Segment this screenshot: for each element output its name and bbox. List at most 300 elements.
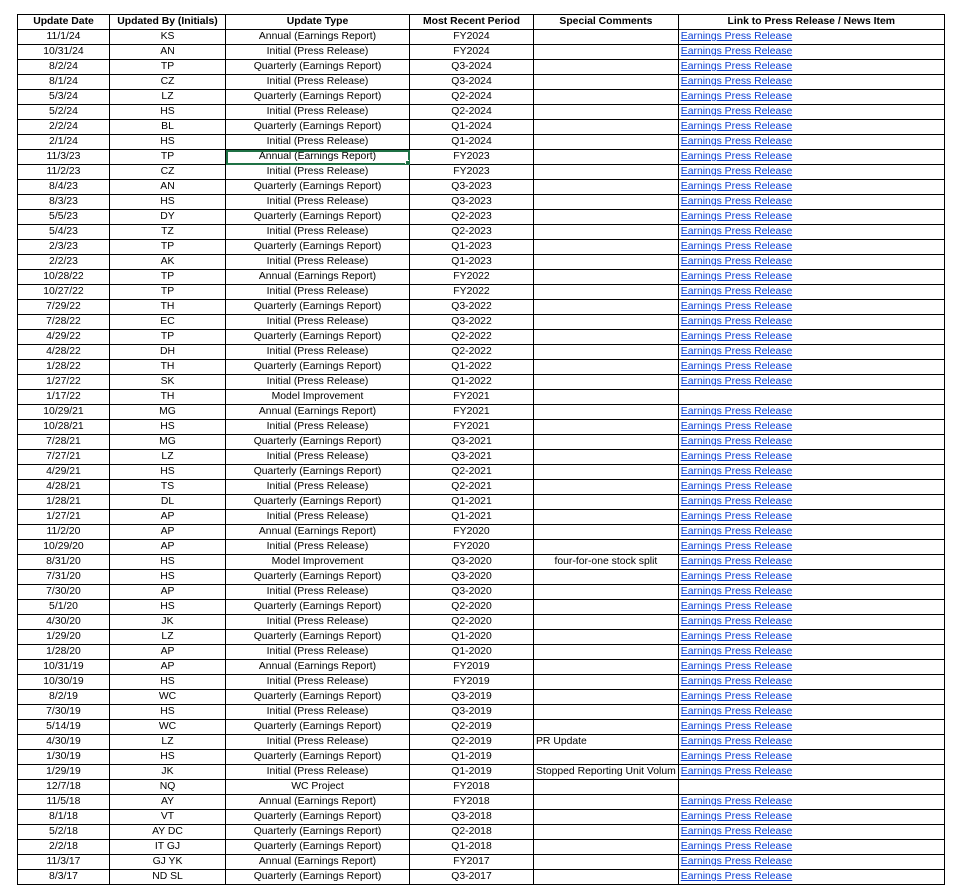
cell-special-comment[interactable] <box>534 165 679 180</box>
cell-period[interactable]: Q1-2021 <box>410 510 534 525</box>
cell-special-comment[interactable] <box>534 225 679 240</box>
cell-update-type[interactable]: Annual (Earnings Report) <box>226 855 410 870</box>
cell-link[interactable] <box>678 345 944 360</box>
cell-update-type[interactable]: Annual (Earnings Report) <box>226 30 410 45</box>
cell-period[interactable]: Q3-2023 <box>410 180 534 195</box>
cell-period[interactable]: Q2-2022 <box>410 345 534 360</box>
header-update-date[interactable]: Update Date <box>18 15 110 30</box>
cell-updated-by[interactable]: TS <box>110 480 226 495</box>
cell-special-comment[interactable] <box>534 705 679 720</box>
cell-update-date[interactable]: 8/4/23 <box>18 180 110 195</box>
cell-special-comment[interactable] <box>534 315 679 330</box>
cell-period[interactable]: FY2022 <box>410 270 534 285</box>
cell-update-type[interactable]: Initial (Press Release) <box>226 540 410 555</box>
cell-link[interactable] <box>678 195 944 210</box>
cell-update-type[interactable]: Quarterly (Earnings Report) <box>226 90 410 105</box>
cell-link[interactable] <box>678 315 944 330</box>
cell-period[interactable]: Q2-2019 <box>410 720 534 735</box>
cell-updated-by[interactable]: HS <box>110 195 226 210</box>
press-release-link[interactable]: Earnings Press Release <box>680 376 793 387</box>
cell-update-date[interactable]: 11/3/17 <box>18 855 110 870</box>
cell-update-type[interactable]: Initial (Press Release) <box>226 675 410 690</box>
cell-updated-by[interactable]: AK <box>110 255 226 270</box>
cell-update-date[interactable]: 11/2/23 <box>18 165 110 180</box>
cell-updated-by[interactable]: HS <box>110 135 226 150</box>
cell-update-type[interactable]: Initial (Press Release) <box>226 135 410 150</box>
cell-update-date[interactable]: 5/1/20 <box>18 600 110 615</box>
cell-period[interactable]: Q1-2020 <box>410 630 534 645</box>
cell-update-type[interactable]: Initial (Press Release) <box>226 480 410 495</box>
cell-update-date[interactable]: 12/7/18 <box>18 780 110 795</box>
cell-period[interactable]: FY2021 <box>410 420 534 435</box>
cell-link[interactable] <box>678 840 944 855</box>
cell-period[interactable]: Q2-2018 <box>410 825 534 840</box>
cell-update-date[interactable]: 7/28/21 <box>18 435 110 450</box>
cell-period[interactable]: Q2-2019 <box>410 735 534 750</box>
cell-update-date[interactable]: 8/1/24 <box>18 75 110 90</box>
cell-period[interactable]: Q1-2018 <box>410 840 534 855</box>
press-release-link[interactable]: Earnings Press Release <box>680 166 793 177</box>
cell-special-comment[interactable] <box>534 60 679 75</box>
cell-link[interactable] <box>678 435 944 450</box>
cell-link[interactable] <box>678 645 944 660</box>
cell-link[interactable] <box>678 30 944 45</box>
cell-update-date[interactable]: 8/3/23 <box>18 195 110 210</box>
cell-period[interactable]: Q1-2019 <box>410 765 534 780</box>
press-release-link[interactable]: Earnings Press Release <box>680 841 793 852</box>
cell-link[interactable] <box>678 330 944 345</box>
press-release-link[interactable]: Earnings Press Release <box>680 721 793 732</box>
cell-period[interactable]: FY2023 <box>410 150 534 165</box>
cell-special-comment[interactable] <box>534 495 679 510</box>
cell-update-type[interactable]: Annual (Earnings Report) <box>226 150 410 165</box>
cell-special-comment[interactable] <box>534 480 679 495</box>
cell-updated-by[interactable]: HS <box>110 570 226 585</box>
cell-update-type[interactable]: Quarterly (Earnings Report) <box>226 810 410 825</box>
cell-updated-by[interactable]: DL <box>110 495 226 510</box>
cell-update-date[interactable]: 1/28/22 <box>18 360 110 375</box>
cell-period[interactable]: FY2018 <box>410 780 534 795</box>
press-release-link[interactable]: Earnings Press Release <box>680 256 793 267</box>
press-release-link[interactable]: Earnings Press Release <box>680 346 793 357</box>
cell-link[interactable] <box>678 750 944 765</box>
press-release-link[interactable]: Earnings Press Release <box>680 481 793 492</box>
cell-update-date[interactable]: 2/2/24 <box>18 120 110 135</box>
cell-period[interactable]: Q2-2020 <box>410 600 534 615</box>
cell-update-date[interactable]: 4/30/19 <box>18 735 110 750</box>
cell-special-comment[interactable]: four-for-one stock split <box>534 555 679 570</box>
cell-update-type[interactable]: Initial (Press Release) <box>226 420 410 435</box>
cell-updated-by[interactable]: CZ <box>110 165 226 180</box>
cell-update-date[interactable]: 10/28/21 <box>18 420 110 435</box>
cell-period[interactable]: Q3-2020 <box>410 570 534 585</box>
cell-period[interactable]: Q2-2022 <box>410 330 534 345</box>
cell-updated-by[interactable]: WC <box>110 690 226 705</box>
cell-special-comment[interactable] <box>534 345 679 360</box>
cell-updated-by[interactable]: TP <box>110 240 226 255</box>
cell-update-date[interactable]: 7/28/22 <box>18 315 110 330</box>
cell-update-date[interactable]: 10/27/22 <box>18 285 110 300</box>
cell-updated-by[interactable]: JK <box>110 765 226 780</box>
cell-period[interactable]: Q3-2021 <box>410 450 534 465</box>
cell-period[interactable]: FY2022 <box>410 285 534 300</box>
cell-period[interactable]: Q2-2023 <box>410 210 534 225</box>
cell-period[interactable]: FY2021 <box>410 405 534 420</box>
cell-update-date[interactable]: 2/2/18 <box>18 840 110 855</box>
cell-updated-by[interactable]: TH <box>110 300 226 315</box>
cell-updated-by[interactable]: TP <box>110 60 226 75</box>
press-release-link[interactable]: Earnings Press Release <box>680 616 793 627</box>
cell-link[interactable] <box>678 150 944 165</box>
cell-special-comment[interactable] <box>534 870 679 885</box>
cell-update-date[interactable]: 10/28/22 <box>18 270 110 285</box>
cell-link[interactable] <box>678 240 944 255</box>
cell-special-comment[interactable] <box>534 780 679 795</box>
cell-special-comment[interactable] <box>534 270 679 285</box>
press-release-link[interactable]: Earnings Press Release <box>680 181 793 192</box>
cell-special-comment[interactable] <box>534 855 679 870</box>
cell-updated-by[interactable]: HS <box>110 420 226 435</box>
cell-link[interactable] <box>678 480 944 495</box>
cell-updated-by[interactable]: NQ <box>110 780 226 795</box>
cell-update-type[interactable]: Annual (Earnings Report) <box>226 795 410 810</box>
cell-updated-by[interactable]: LZ <box>110 450 226 465</box>
cell-special-comment[interactable] <box>534 540 679 555</box>
cell-updated-by[interactable]: MG <box>110 405 226 420</box>
cell-update-type[interactable]: Initial (Press Release) <box>226 585 410 600</box>
press-release-link[interactable]: Earnings Press Release <box>680 436 793 447</box>
cell-link[interactable] <box>678 45 944 60</box>
cell-period[interactable]: FY2024 <box>410 30 534 45</box>
cell-update-date[interactable]: 11/1/24 <box>18 30 110 45</box>
press-release-link[interactable]: Earnings Press Release <box>680 691 793 702</box>
cell-update-date[interactable]: 8/2/24 <box>18 60 110 75</box>
cell-updated-by[interactable]: JK <box>110 615 226 630</box>
cell-updated-by[interactable]: HS <box>110 600 226 615</box>
cell-period[interactable]: FY2017 <box>410 855 534 870</box>
cell-period[interactable]: Q1-2022 <box>410 360 534 375</box>
press-release-link[interactable]: Earnings Press Release <box>680 856 793 867</box>
cell-update-type[interactable]: Initial (Press Release) <box>226 315 410 330</box>
cell-period[interactable]: FY2019 <box>410 675 534 690</box>
cell-special-comment[interactable] <box>534 360 679 375</box>
cell-link[interactable] <box>678 870 944 885</box>
cell-link[interactable] <box>678 225 944 240</box>
cell-special-comment[interactable] <box>534 600 679 615</box>
cell-period[interactable]: Q3-2019 <box>410 705 534 720</box>
cell-link[interactable] <box>678 765 944 780</box>
cell-update-date[interactable]: 8/31/20 <box>18 555 110 570</box>
press-release-link[interactable]: Earnings Press Release <box>680 676 793 687</box>
press-release-link[interactable]: Earnings Press Release <box>680 571 793 582</box>
cell-update-type[interactable]: Initial (Press Release) <box>226 375 410 390</box>
press-release-link[interactable]: Earnings Press Release <box>680 136 793 147</box>
cell-link[interactable] <box>678 795 944 810</box>
press-release-link[interactable]: Earnings Press Release <box>680 826 793 837</box>
cell-link[interactable] <box>678 600 944 615</box>
cell-update-date[interactable]: 7/30/20 <box>18 585 110 600</box>
cell-update-date[interactable]: 8/1/18 <box>18 810 110 825</box>
press-release-link[interactable]: Earnings Press Release <box>680 91 793 102</box>
cell-updated-by[interactable]: WC <box>110 720 226 735</box>
cell-updated-by[interactable]: TH <box>110 360 226 375</box>
press-release-link[interactable]: Earnings Press Release <box>680 211 793 222</box>
cell-update-date[interactable]: 1/29/20 <box>18 630 110 645</box>
cell-update-type[interactable]: Initial (Press Release) <box>226 765 410 780</box>
press-release-link[interactable]: Earnings Press Release <box>680 301 793 312</box>
cell-update-date[interactable]: 10/31/24 <box>18 45 110 60</box>
cell-special-comment[interactable] <box>534 420 679 435</box>
cell-special-comment[interactable] <box>534 525 679 540</box>
cell-updated-by[interactable]: AY <box>110 795 226 810</box>
cell-update-date[interactable]: 2/3/23 <box>18 240 110 255</box>
header-update-type[interactable]: Update Type <box>226 15 410 30</box>
press-release-link[interactable]: Earnings Press Release <box>680 241 793 252</box>
cell-update-date[interactable]: 8/3/17 <box>18 870 110 885</box>
cell-special-comment[interactable] <box>534 300 679 315</box>
cell-update-date[interactable]: 10/30/19 <box>18 675 110 690</box>
cell-update-date[interactable]: 4/28/21 <box>18 480 110 495</box>
cell-special-comment[interactable] <box>534 210 679 225</box>
cell-special-comment[interactable] <box>534 645 679 660</box>
cell-update-date[interactable]: 10/29/20 <box>18 540 110 555</box>
cell-period[interactable]: Q1-2024 <box>410 120 534 135</box>
cell-update-type[interactable]: Quarterly (Earnings Report) <box>226 570 410 585</box>
cell-updated-by[interactable]: LZ <box>110 735 226 750</box>
cell-update-type[interactable]: Quarterly (Earnings Report) <box>226 720 410 735</box>
cell-updated-by[interactable]: AP <box>110 510 226 525</box>
cell-period[interactable]: Q1-2020 <box>410 645 534 660</box>
cell-updated-by[interactable]: SK <box>110 375 226 390</box>
press-release-link[interactable]: Earnings Press Release <box>680 556 793 567</box>
cell-period[interactable]: Q3-2017 <box>410 870 534 885</box>
cell-updated-by[interactable]: TP <box>110 285 226 300</box>
cell-link[interactable] <box>678 855 944 870</box>
press-release-link[interactable]: Earnings Press Release <box>680 586 793 597</box>
cell-updated-by[interactable]: TH <box>110 390 226 405</box>
press-release-link[interactable]: Earnings Press Release <box>680 631 793 642</box>
press-release-link[interactable]: Earnings Press Release <box>680 706 793 717</box>
cell-special-comment[interactable] <box>534 720 679 735</box>
cell-updated-by[interactable]: ND SL <box>110 870 226 885</box>
cell-update-type[interactable]: Initial (Press Release) <box>226 255 410 270</box>
cell-link[interactable] <box>678 540 944 555</box>
cell-update-type[interactable]: Quarterly (Earnings Report) <box>226 600 410 615</box>
cell-period[interactable]: FY2024 <box>410 45 534 60</box>
cell-update-type[interactable]: Quarterly (Earnings Report) <box>226 840 410 855</box>
cell-period[interactable]: Q3-2021 <box>410 435 534 450</box>
cell-period[interactable]: Q2-2020 <box>410 615 534 630</box>
cell-special-comment[interactable] <box>534 150 679 165</box>
cell-update-date[interactable]: 10/29/21 <box>18 405 110 420</box>
cell-special-comment[interactable] <box>534 630 679 645</box>
press-release-link[interactable]: Earnings Press Release <box>680 406 793 417</box>
cell-update-type[interactable]: Initial (Press Release) <box>226 225 410 240</box>
cell-link[interactable] <box>678 255 944 270</box>
cell-updated-by[interactable]: TP <box>110 330 226 345</box>
cell-update-date[interactable]: 2/1/24 <box>18 135 110 150</box>
press-release-link[interactable]: Earnings Press Release <box>680 316 793 327</box>
press-release-link[interactable]: Earnings Press Release <box>680 511 793 522</box>
cell-period[interactable]: Q2-2024 <box>410 90 534 105</box>
cell-period[interactable]: Q2-2024 <box>410 105 534 120</box>
cell-updated-by[interactable]: AN <box>110 180 226 195</box>
cell-update-type[interactable]: Initial (Press Release) <box>226 510 410 525</box>
cell-update-date[interactable]: 11/5/18 <box>18 795 110 810</box>
press-release-link[interactable]: Earnings Press Release <box>680 121 793 132</box>
cell-period[interactable]: Q3-2024 <box>410 75 534 90</box>
cell-period[interactable]: Q3-2018 <box>410 810 534 825</box>
press-release-link[interactable]: Earnings Press Release <box>680 451 793 462</box>
cell-special-comment[interactable] <box>534 465 679 480</box>
cell-updated-by[interactable]: CZ <box>110 75 226 90</box>
cell-special-comment[interactable] <box>534 405 679 420</box>
cell-update-date[interactable]: 8/2/19 <box>18 690 110 705</box>
press-release-link[interactable]: Earnings Press Release <box>680 661 793 672</box>
cell-update-type[interactable]: Initial (Press Release) <box>226 45 410 60</box>
cell-period[interactable]: Q3-2020 <box>410 555 534 570</box>
cell-link[interactable] <box>678 495 944 510</box>
cell-update-type[interactable]: Quarterly (Earnings Report) <box>226 180 410 195</box>
cell-update-type[interactable]: Initial (Press Release) <box>226 705 410 720</box>
press-release-link[interactable]: Earnings Press Release <box>680 496 793 507</box>
cell-link[interactable] <box>678 720 944 735</box>
press-release-link[interactable]: Earnings Press Release <box>680 871 793 882</box>
cell-special-comment[interactable] <box>534 585 679 600</box>
cell-updated-by[interactable]: LZ <box>110 90 226 105</box>
cell-update-date[interactable]: 4/28/22 <box>18 345 110 360</box>
cell-period[interactable]: Q2-2021 <box>410 465 534 480</box>
cell-update-type[interactable]: Initial (Press Release) <box>226 195 410 210</box>
cell-update-type[interactable]: Quarterly (Earnings Report) <box>226 435 410 450</box>
cell-update-type[interactable]: Quarterly (Earnings Report) <box>226 120 410 135</box>
cell-special-comment[interactable] <box>534 330 679 345</box>
cell-update-type[interactable]: Quarterly (Earnings Report) <box>226 360 410 375</box>
cell-period[interactable]: FY2020 <box>410 525 534 540</box>
cell-link[interactable] <box>678 120 944 135</box>
cell-update-date[interactable]: 1/27/22 <box>18 375 110 390</box>
cell-updated-by[interactable]: HS <box>110 750 226 765</box>
cell-link[interactable] <box>678 570 944 585</box>
cell-special-comment[interactable] <box>534 570 679 585</box>
cell-update-type[interactable]: Quarterly (Earnings Report) <box>226 825 410 840</box>
cell-updated-by[interactable]: DY <box>110 210 226 225</box>
press-release-link[interactable]: Earnings Press Release <box>680 226 793 237</box>
cell-period[interactable]: Q1-2021 <box>410 495 534 510</box>
cell-period[interactable]: Q3-2020 <box>410 585 534 600</box>
cell-link[interactable] <box>678 270 944 285</box>
cell-update-type[interactable]: Quarterly (Earnings Report) <box>226 750 410 765</box>
cell-link[interactable] <box>678 780 944 795</box>
cell-link[interactable] <box>678 75 944 90</box>
cell-period[interactable]: Q3-2019 <box>410 690 534 705</box>
cell-link[interactable] <box>678 90 944 105</box>
cell-link[interactable] <box>678 705 944 720</box>
cell-link[interactable] <box>678 510 944 525</box>
cell-special-comment[interactable] <box>534 105 679 120</box>
cell-period[interactable]: FY2018 <box>410 795 534 810</box>
cell-update-date[interactable]: 11/2/20 <box>18 525 110 540</box>
cell-link[interactable] <box>678 810 944 825</box>
cell-updated-by[interactable]: BL <box>110 120 226 135</box>
cell-link[interactable] <box>678 465 944 480</box>
cell-updated-by[interactable]: MG <box>110 435 226 450</box>
cell-special-comment[interactable] <box>534 75 679 90</box>
press-release-link[interactable]: Earnings Press Release <box>680 766 793 777</box>
cell-link[interactable] <box>678 825 944 840</box>
cell-link[interactable] <box>678 105 944 120</box>
cell-link[interactable] <box>678 165 944 180</box>
cell-link[interactable] <box>678 585 944 600</box>
cell-update-date[interactable]: 4/29/22 <box>18 330 110 345</box>
cell-special-comment[interactable] <box>534 375 679 390</box>
cell-special-comment[interactable] <box>534 195 679 210</box>
cell-special-comment[interactable] <box>534 510 679 525</box>
cell-update-type[interactable]: Initial (Press Release) <box>226 165 410 180</box>
cell-special-comment[interactable] <box>534 30 679 45</box>
cell-update-date[interactable]: 7/29/22 <box>18 300 110 315</box>
cell-special-comment[interactable] <box>534 285 679 300</box>
cell-link[interactable] <box>678 555 944 570</box>
cell-period[interactable]: Q2-2023 <box>410 225 534 240</box>
cell-update-type[interactable]: Initial (Press Release) <box>226 645 410 660</box>
cell-period[interactable]: Q1-2023 <box>410 255 534 270</box>
cell-updated-by[interactable]: TP <box>110 150 226 165</box>
cell-updated-by[interactable]: TZ <box>110 225 226 240</box>
cell-update-type[interactable]: Quarterly (Earnings Report) <box>226 495 410 510</box>
cell-special-comment[interactable] <box>534 660 679 675</box>
cell-link[interactable] <box>678 420 944 435</box>
cell-period[interactable]: Q1-2022 <box>410 375 534 390</box>
cell-link[interactable] <box>678 135 944 150</box>
cell-update-type[interactable]: Initial (Press Release) <box>226 285 410 300</box>
cell-special-comment[interactable] <box>534 690 679 705</box>
cell-period[interactable]: Q3-2022 <box>410 300 534 315</box>
cell-special-comment[interactable] <box>534 135 679 150</box>
cell-period[interactable]: Q1-2024 <box>410 135 534 150</box>
cell-updated-by[interactable]: KS <box>110 30 226 45</box>
cell-update-type[interactable]: Initial (Press Release) <box>226 450 410 465</box>
cell-link[interactable] <box>678 735 944 750</box>
press-release-link[interactable]: Earnings Press Release <box>680 76 793 87</box>
cell-updated-by[interactable]: HS <box>110 465 226 480</box>
cell-special-comment[interactable] <box>534 240 679 255</box>
cell-update-type[interactable]: Quarterly (Earnings Report) <box>226 240 410 255</box>
cell-update-date[interactable]: 7/27/21 <box>18 450 110 465</box>
cell-updated-by[interactable]: TP <box>110 270 226 285</box>
cell-update-type[interactable]: Annual (Earnings Report) <box>226 270 410 285</box>
cell-update-date[interactable]: 4/29/21 <box>18 465 110 480</box>
press-release-link[interactable]: Earnings Press Release <box>680 811 793 822</box>
cell-update-type[interactable]: Model Improvement <box>226 390 410 405</box>
cell-update-date[interactable]: 5/2/24 <box>18 105 110 120</box>
cell-update-type[interactable]: Quarterly (Earnings Report) <box>226 465 410 480</box>
cell-link[interactable] <box>678 675 944 690</box>
cell-updated-by[interactable]: AP <box>110 540 226 555</box>
cell-updated-by[interactable]: GJ YK <box>110 855 226 870</box>
cell-updated-by[interactable]: AP <box>110 660 226 675</box>
cell-special-comment[interactable] <box>534 390 679 405</box>
cell-period[interactable]: FY2019 <box>410 660 534 675</box>
cell-special-comment[interactable] <box>534 750 679 765</box>
cell-special-comment[interactable] <box>534 450 679 465</box>
press-release-link[interactable]: Earnings Press Release <box>680 61 793 72</box>
cell-updated-by[interactable]: VT <box>110 810 226 825</box>
cell-updated-by[interactable]: DH <box>110 345 226 360</box>
cell-updated-by[interactable]: AP <box>110 525 226 540</box>
cell-updated-by[interactable]: HS <box>110 705 226 720</box>
cell-link[interactable] <box>678 615 944 630</box>
